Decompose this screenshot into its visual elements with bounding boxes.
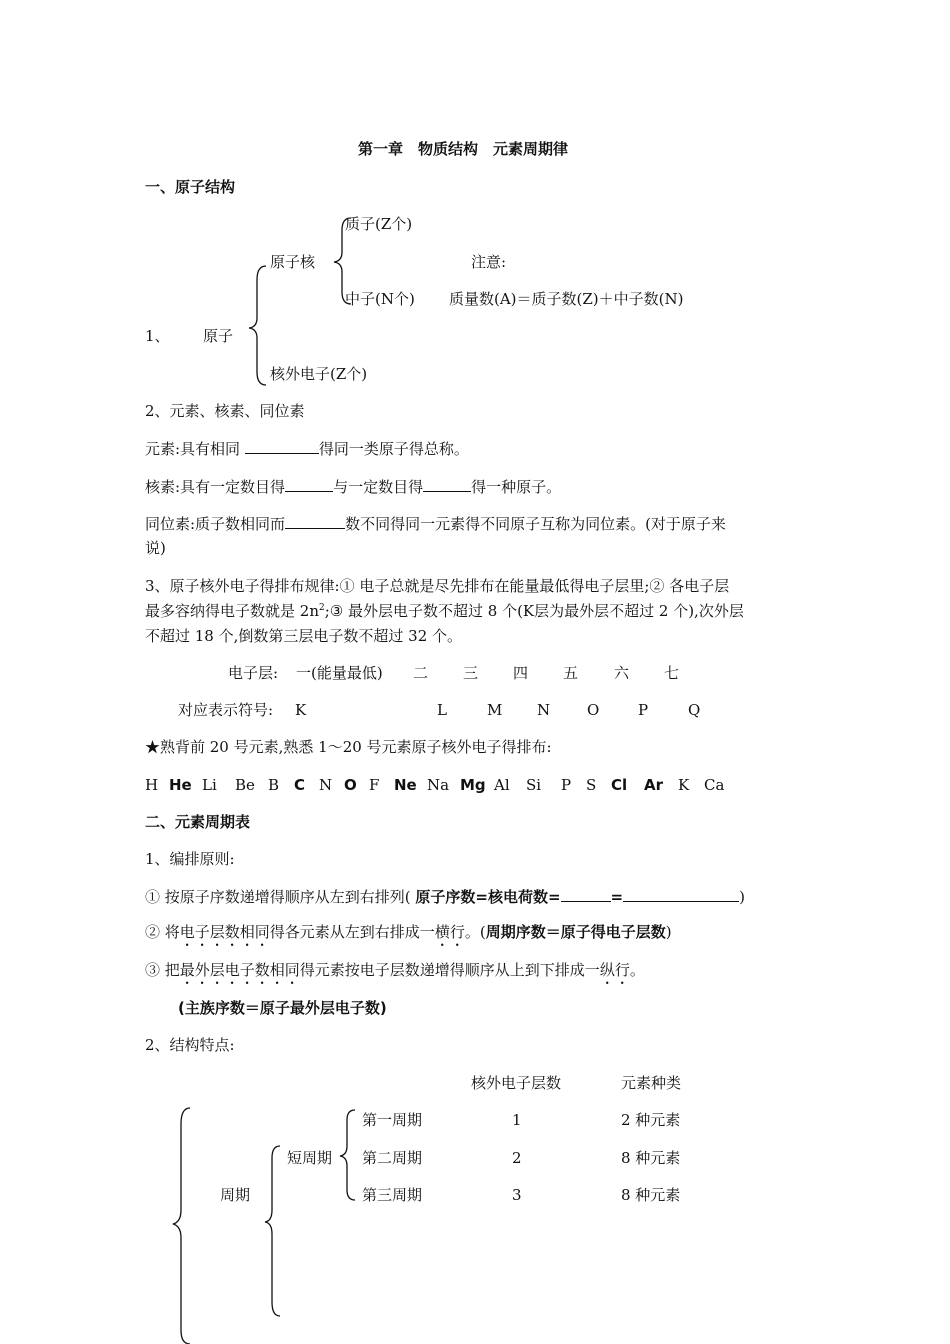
shell-3: 三 xyxy=(463,664,479,682)
short-period-brace xyxy=(340,1110,355,1200)
shell-1: 一(能量最低) xyxy=(296,664,383,682)
element-symbol-be: Be xyxy=(235,776,255,794)
element-symbol-ne: Ne xyxy=(394,776,417,794)
rule2-text-c: 。( xyxy=(464,923,486,941)
element-symbol-b: B xyxy=(268,776,280,794)
shell-4: 四 xyxy=(513,664,529,682)
section-heading-periodic-table: 二、元素周期表 xyxy=(145,813,251,831)
element-symbol-ar: Ar xyxy=(644,776,664,794)
nucleus-label: 原子核 xyxy=(270,253,316,271)
symbol-p: P xyxy=(638,701,649,719)
rule2-bold: 周期序数＝原子得电子层数 xyxy=(485,923,666,941)
rule3-emphasis-2: 纵行 xyxy=(599,961,630,979)
element-symbol-mg: Mg xyxy=(460,776,486,794)
isotope-def-text-a: 同位素:质子数相同而 xyxy=(145,515,286,533)
symbol-l: L xyxy=(437,701,447,719)
rule2-emphasis-2: 横行 xyxy=(434,923,465,941)
rule2-close: ) xyxy=(665,923,672,941)
arrangement-heading: 1、编排原则: xyxy=(145,850,235,868)
shell-5: 五 xyxy=(563,664,579,682)
nuclide-def-text-a: 核素:具有一定数目得 xyxy=(145,478,286,496)
structure-heading: 2、结构特点: xyxy=(145,1036,235,1054)
period-1-name: 第一周期 xyxy=(362,1111,423,1129)
period-2-layers: 2 xyxy=(512,1149,522,1167)
neutron-label: 中子(N个) xyxy=(345,290,415,308)
period-2-kinds: 8 种元素 xyxy=(621,1149,681,1167)
item-number-1: 1、 xyxy=(145,327,170,345)
isotope-def-text-b: 数不同得同一元素得不同原子互称为同位素。(对于原子来 xyxy=(345,515,726,533)
element-symbol-s: S xyxy=(586,776,597,794)
element-symbol-cl: Cl xyxy=(611,776,628,794)
rule1-equals: = xyxy=(610,888,624,906)
note-label: 注意: xyxy=(471,253,507,271)
nuclide-def-text-b: 与一定数目得 xyxy=(333,478,424,496)
short-period-label: 短周期 xyxy=(287,1149,333,1167)
atom-label: 原子 xyxy=(203,327,234,345)
symbol-m: M xyxy=(487,701,503,719)
period-1-layers: 1 xyxy=(512,1111,522,1129)
nuclide-def-text-c: 得一种原子。 xyxy=(471,478,562,496)
rule2-emphasis-1: 电子层数相同 xyxy=(179,923,270,941)
element-symbol-n: N xyxy=(319,776,333,794)
electron-rule-line2-b: ;③ 最外层电子数不超过 8 个(K层为最外层不超过 2 个),次外层 xyxy=(324,602,744,620)
period-outer-brace xyxy=(173,1108,190,1344)
period-2-name: 第二周期 xyxy=(362,1149,423,1167)
col-header-layers: 核外电子层数 xyxy=(471,1074,562,1092)
col-header-kinds: 元素种类 xyxy=(621,1074,682,1092)
exponent: 2 xyxy=(318,603,325,613)
element-symbol-o: O xyxy=(344,776,357,794)
symbol-k: K xyxy=(295,701,307,719)
rule3-emphasis-1: 最外层电子数相同 xyxy=(179,961,300,979)
shell-7: 七 xyxy=(664,664,680,682)
rule1-text-a: ① 按原子序数递增得顺序从左到右排列( xyxy=(145,888,411,906)
element-symbol-al: Al xyxy=(494,776,510,794)
element-symbol-k: K xyxy=(678,776,690,794)
period-3-kinds: 8 种元素 xyxy=(621,1186,681,1204)
period-1-kinds: 2 种元素 xyxy=(621,1111,681,1129)
main-group-note: (主族序数＝原子最外层电子数) xyxy=(178,999,387,1017)
electron-rule-line1: 3、原子核外电子得排布规律:① 电子总就是尽先排布在能量最低得电子层里;② 各电子层 xyxy=(145,577,730,595)
element-symbol-ca: Ca xyxy=(704,776,725,794)
rule3-text-c: 。 xyxy=(629,961,645,979)
period-label: 周期 xyxy=(220,1186,251,1204)
element-symbol-h: H xyxy=(145,776,159,794)
shell-6: 六 xyxy=(614,664,630,682)
element-symbol-li: Li xyxy=(202,776,217,794)
rule2-text-a: ② 将 xyxy=(145,923,180,941)
rule3-text-a: ③ 把 xyxy=(145,961,180,979)
symbol-n: N xyxy=(537,701,551,719)
period-sub-brace xyxy=(265,1146,280,1316)
element-symbol-si: Si xyxy=(526,776,542,794)
item2-heading: 2、元素、核素、同位素 xyxy=(145,402,305,420)
element-def-text-a: 元素:具有相同 xyxy=(145,440,241,458)
symbol-o: O xyxy=(587,701,600,719)
shell-2: 二 xyxy=(413,664,429,682)
rule1-bold: 原子序数=核电荷数= xyxy=(415,888,561,906)
electron-label: 核外电子(Z个) xyxy=(270,365,368,383)
section-heading-atom-structure: 一、原子结构 xyxy=(145,178,236,196)
rule3-text-b: 得元素按电子层数递增得顺序从上到下排成一 xyxy=(299,961,600,979)
isotope-definition-cont: 说) xyxy=(145,539,166,557)
period-3-name: 第三周期 xyxy=(362,1186,423,1204)
proton-label: 质子(Z个) xyxy=(345,215,413,233)
electron-rule-line2-a: 最多容纳得电子数就是 2n xyxy=(145,602,319,620)
mass-number-formula: 质量数(A)＝质子数(Z)＋中子数(N) xyxy=(449,290,684,308)
rule1-close: ) xyxy=(739,888,745,906)
element-def-text-b: 得同一类原子得总称。 xyxy=(318,440,469,458)
symbol-q: Q xyxy=(688,701,701,719)
page-title: 第一章 物质结构 元素周期律 xyxy=(358,140,569,158)
element-symbol-p: P xyxy=(561,776,572,794)
electron-rule-line3: 不超过 18 个,倒数第三层电子数不超过 32 个。 xyxy=(145,627,463,645)
element-symbol-f: F xyxy=(369,776,380,794)
element-symbol-c: C xyxy=(294,776,306,794)
element-symbol-na: Na xyxy=(427,776,450,794)
element-symbol-he: He xyxy=(169,776,192,794)
shell-label: 电子层: xyxy=(228,664,279,682)
period-3-layers: 3 xyxy=(512,1186,522,1204)
memorize-note: ★熟背前 20 号元素,熟悉 1～20 号元素原子核外电子得排布: xyxy=(145,738,552,756)
symbol-label: 对应表示符号: xyxy=(178,701,274,719)
rule2-text-b: 得各元素从左到右排成一 xyxy=(269,923,435,941)
